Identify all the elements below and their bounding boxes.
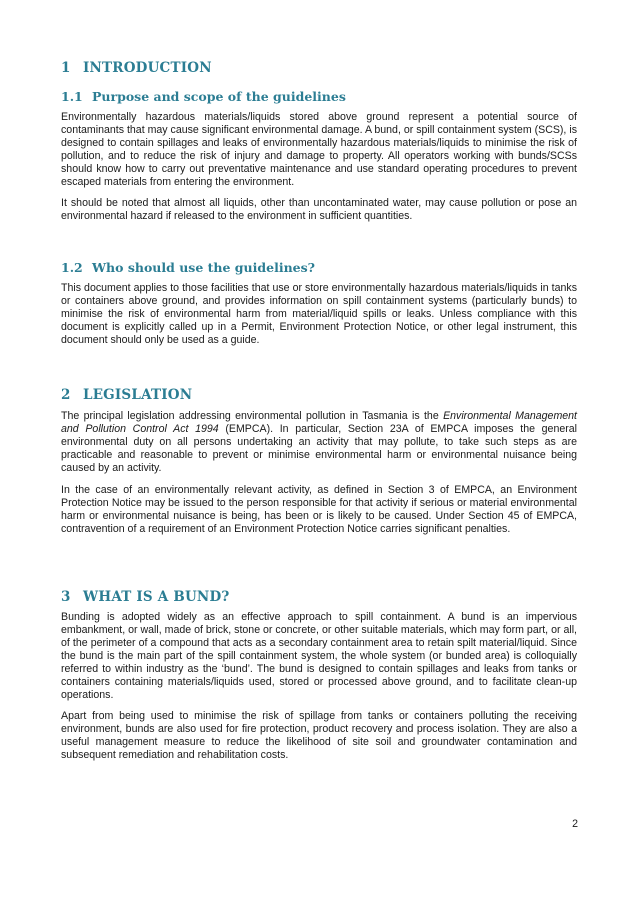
section-1-1-paragraph-2: It should be noted that almost all liquids, other than uncontaminated water, may cause pollution or pose an environmental hazard if released to the environment in sufficient quantities. [61,197,577,222]
page-number: 2 [572,818,578,830]
section-1-number: 1 [61,60,71,76]
section-2-number: 2 [61,387,71,403]
section-1-title: INTRODUCTION [83,60,212,76]
section-1-2-number: 1.2 [61,260,83,275]
section-1-2-paragraph-1: This document applies to those facilities that use or store environmentally hazardous materials/liquids in tanks or containers above ground, and provides information on spill containment systems (particularly bunds) to minimise the risk of environmental harm from material/liquid spills or leaks. Unless compliance with this document is explicitly called up in a Permit, Environment Protection Notice, or other legal instrument, this document should only be used as a guide. [61,282,577,346]
section-1-2-heading [61,260,315,275]
section-1-1-heading [61,89,346,104]
section-3-heading [61,589,229,605]
section-1-1-number: 1.1 [61,89,83,104]
section-2-paragraph-1-end: (EMPCA). In particular, Section 23A of EMPCA imposes the general environmental duty on all persons undertaking an activity that may pollute, to take such steps as are practicable and reasonable to prevent or minimise environmental harm or environmental nuisance being caused by an activity. [61,423,578,474]
empca-act-title: Environmental Management and Pollution Control Act 1994 [61,410,577,435]
section-2-paragraph-1 [61,410,577,475]
section-1-2-title: Who should use the guidelines? [92,260,315,275]
section-2-heading [61,387,192,403]
section-3-number: 3 [61,589,71,605]
section-3-paragraph-2: Apart from being used to minimise the risk of spillage from tanks or containers polluting the receiving environment, bunds are also used for fire protection, product recovery and process isolation. They are also a useful management measure to reduce the likelihood of site soil and groundwater contamination and subsequent remediation and rehabilitation costs. [61,710,577,761]
section-3-paragraph-1: Bunding is adopted widely as an effective approach to spill containment. A bund is an impervious embankment, or wall, made of brick, stone or concrete, or other suitable materials, which may form part, or all, of the perimeter of a compound that acts as a secondary containment area to retain spilt material/liquid. Since the bund is the main part of the spill containment system, the whole system (or bunded area) is colloquially referred to within industry as the ‘bund’. The bund is designed to contain spillages and leaks from tanks or containers containing materials/liquids used, stored or processed above ground, and to facilitate clean-up operations. [61,611,577,701]
section-2-paragraph-2: In the case of an environmentally relevant activity, as defined in Section 3 of EMPCA, an Environment Protection Notice may be issued to the person responsible for that activity if serious or material environmental harm or environmental nuisance is being, has been or is likely to be caused. Under Section 45 of EMPCA, contravention of a requirement of an Environment Protection Notice carries significant penalties. [61,484,577,535]
section-1-1-paragraph-1: Environmentally hazardous materials/liquids stored above ground represent a potential source of contaminants that may cause significant environmental damage. A bund, or spill containment system (SCS), is designed to contain spillages and leaks of environmentally hazardous materials/liquids to minimise the risk of pollution, and to reduce the risk of injury and damage to property. All operators working with bunds/SCSs should know how to carry out preventative maintenance and use standard operating procedures to prevent escaped materials from entering the environment. [61,111,577,188]
section-3-title: WHAT IS A BUND? [83,589,230,605]
section-2-title: LEGISLATION [83,387,193,403]
section-2-paragraph-1-start: The principal legislation addressing environmental pollution in Tasmania is the [61,410,444,422]
section-1-1-title: Purpose and scope of the guidelines [92,89,346,104]
section-1-heading [61,60,212,76]
